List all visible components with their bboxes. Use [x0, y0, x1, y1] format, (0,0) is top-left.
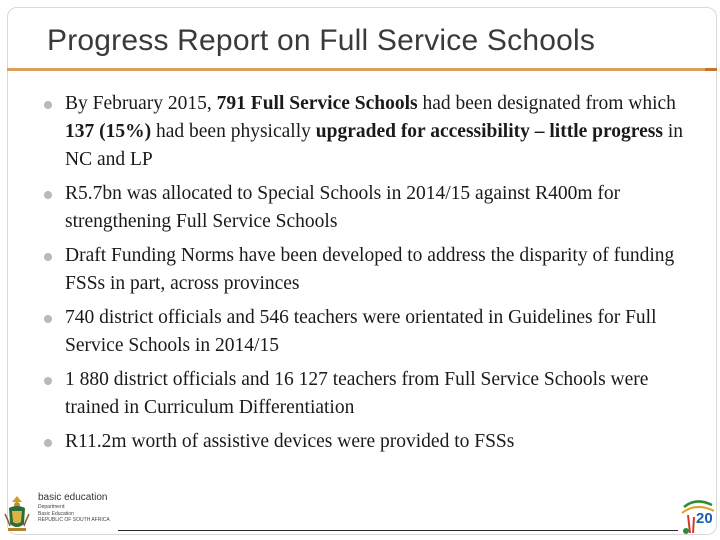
title-underline-accent [705, 68, 717, 71]
bullet-emphasis: upgraded for accessibility – little progress [315, 121, 663, 142]
logo-sub-line: Department: [38, 504, 66, 510]
svg-text:20: 20 [696, 510, 713, 527]
bullet-item [44, 90, 706, 174]
bullet-text: had been designated from which [417, 93, 676, 114]
bullet-list [44, 90, 706, 462]
bullet-text: 740 district officials and 546 teachers were orientated in Guidelines for Full Service Schools in 2014/15 [65, 307, 657, 356]
bullet-text: had been physically [151, 121, 316, 142]
bullet-emphasis: 137 (15%) [65, 121, 152, 142]
bullet-text: R5.7bn was allocated to Special Schools in 2014/15 against R400m for strengthening Full Service Schools [65, 183, 621, 232]
bullet-item [44, 242, 706, 298]
coat-of-arms-icon [4, 494, 30, 534]
bullet-text: in NC and LP [65, 121, 683, 170]
department-logo [0, 490, 118, 538]
bullet-dot-icon [44, 191, 52, 199]
bullet-dot-icon [44, 101, 52, 109]
logo-sub-line: REPUBLIC OF SOUTH AFRICA [38, 517, 110, 523]
bullet-item [44, 180, 706, 236]
bullet-text: By February 2015, [65, 93, 217, 114]
anniversary-logo-icon [676, 493, 720, 537]
bullet-dot-icon [44, 253, 52, 261]
logo-name: basic education [38, 492, 108, 503]
footer-divider [118, 530, 678, 531]
bullet-dot-icon [44, 439, 52, 447]
bullet-dot-icon [44, 377, 52, 385]
bullet-text: 1 880 district officials and 16 127 teachers from Full Service Schools were trained in Curriculum Differentiation [65, 369, 649, 418]
bullet-item [44, 366, 706, 422]
title-underline [7, 68, 717, 71]
bullet-item [44, 428, 706, 456]
bullet-emphasis: 791 Full Service Schools [216, 93, 418, 114]
logo-sub-line: Basic Education [38, 510, 74, 517]
bullet-text: Draft Funding Norms have been developed to address the disparity of funding FSSs in part, across provinces [65, 245, 675, 294]
bullet-text: R11.2m worth of assistive devices were provided to FSSs [65, 431, 515, 452]
slide-title: Progress Report on Full Service Schools [47, 24, 596, 57]
bullet-item [44, 304, 706, 360]
bullet-dot-icon [44, 315, 52, 323]
